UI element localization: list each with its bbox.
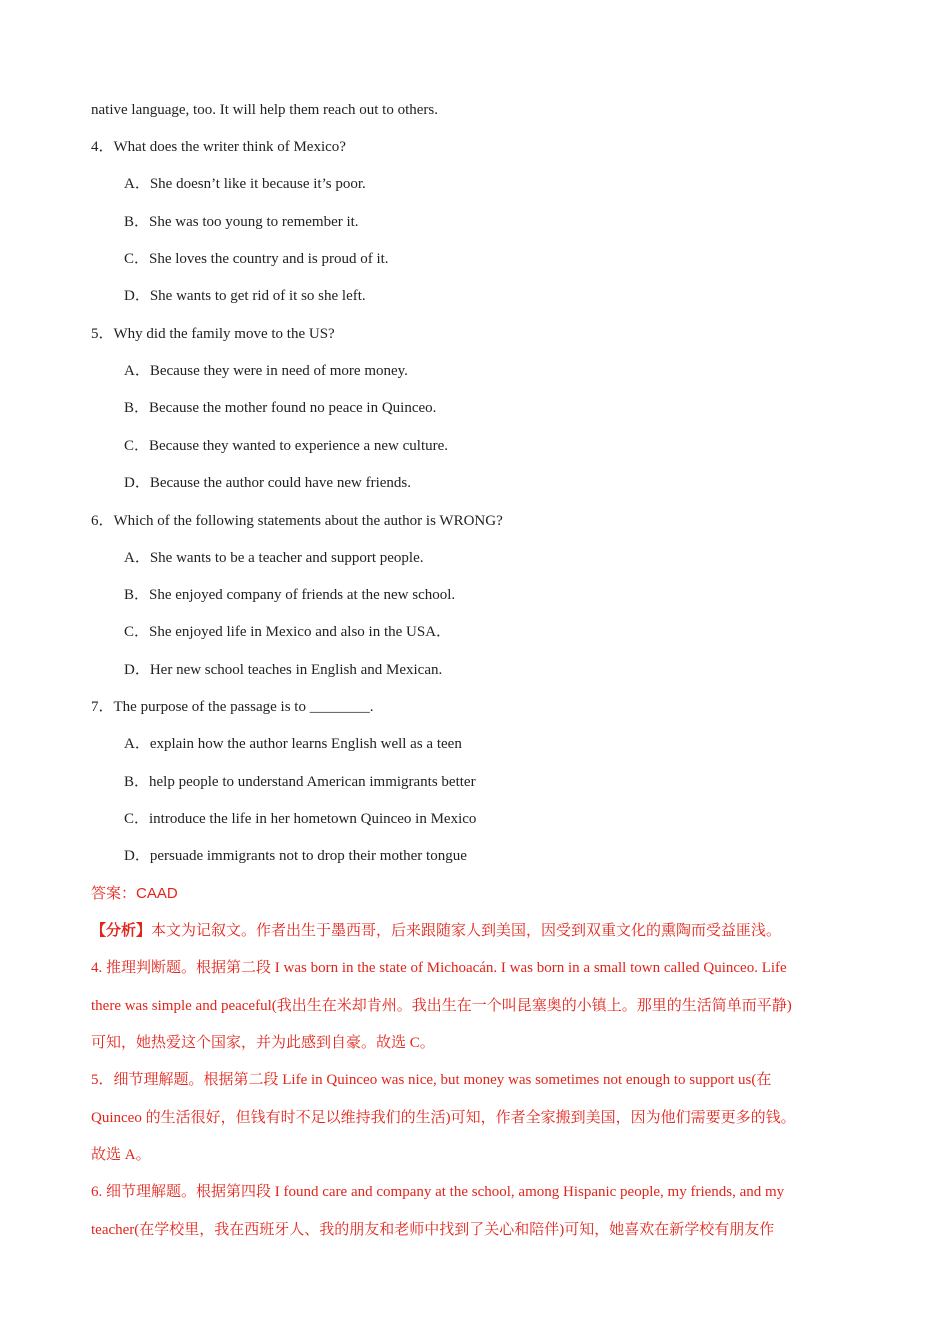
- option-a: A．She doesn’t like it because it’s poor.: [124, 176, 366, 192]
- analysis-text: 本文为记叙文。作者出生于墨西哥，后来跟随家人到美国，因受到双重文化的熏陶而受益匪浅。: [151, 923, 782, 939]
- option-c: C．Because they wanted to experience a new culture.: [124, 438, 449, 454]
- explanation-line: 4. 推理判断题。根据第二段 I was born in the state of Michoacán. I was born in a small town called Quinceo. Life: [91, 960, 787, 976]
- option-b: B．Because the mother found no peace in Quinceo.: [124, 400, 437, 416]
- analysis-label: 【分析】: [91, 923, 152, 939]
- explanation-line: 6. 细节理解题。根据第四段 I found care and company at the school, among Hispanic people, my friends, and my: [91, 1184, 785, 1200]
- option-d: D．She wants to get rid of it so she left.: [124, 288, 366, 304]
- explanation-line: Quinceo 的生活很好，但钱有时不足以维持我们的生活)可知，作者全家搬到美国，因为他们需要更多的钱。: [91, 1110, 796, 1126]
- option-d: D．Her new school teaches in English and Mexican.: [124, 662, 443, 678]
- question-stem: 4．What does the writer think of Mexico?: [91, 139, 346, 155]
- answer-key: 答案：CAAD: [91, 885, 178, 902]
- explanation-line: there was simple and peaceful(我出生在米却肯州。我出生在一个叫昆塞奥的小镇上。那里的生活简单而平静): [91, 998, 792, 1014]
- option-a: A．She wants to be a teacher and support people.: [124, 550, 424, 566]
- option-c: C．introduce the life in her hometown Quinceo in Mexico: [124, 811, 477, 827]
- option-d: D．persuade immigrants not to drop their mother tongue: [124, 848, 467, 864]
- option-a: A．Because they were in need of more money.: [124, 363, 408, 379]
- explanation-line: 故选 A。: [91, 1147, 151, 1163]
- option-b: B．help people to understand American immigrants better: [124, 774, 476, 790]
- option-b: B．She was too young to remember it.: [124, 214, 359, 230]
- explanation-line: teacher(在学校里，我在西班牙人、我的朋友和老师中找到了关心和陪伴)可知，她喜欢在新学校有朋友作: [91, 1222, 775, 1238]
- intro-line: native language, too. It will help them reach out to others.: [91, 102, 438, 118]
- question-stem: 5．Why did the family move to the US?: [91, 326, 335, 342]
- explanation-line: 5．细节理解题。根据第二段 Life in Quinceo was nice, but money was sometimes not enough to support us(在: [91, 1072, 772, 1088]
- question-stem: 7．The purpose of the passage is to ________.: [91, 699, 374, 715]
- explanation-line: 可知，她热爱这个国家，并为此感到自豪。故选 C。: [91, 1035, 435, 1051]
- analysis-paragraph: [91, 921, 781, 941]
- option-c: C．She enjoyed life in Mexico and also in the USA．: [124, 624, 452, 640]
- option-d: D．Because the author could have new friends.: [124, 475, 411, 491]
- option-c: C．She loves the country and is proud of it.: [124, 251, 389, 267]
- option-b: B．She enjoyed company of friends at the new school.: [124, 587, 456, 603]
- question-stem: 6．Which of the following statements about the author is WRONG?: [91, 513, 503, 529]
- option-a: A．explain how the author learns English well as a teen: [124, 736, 462, 752]
